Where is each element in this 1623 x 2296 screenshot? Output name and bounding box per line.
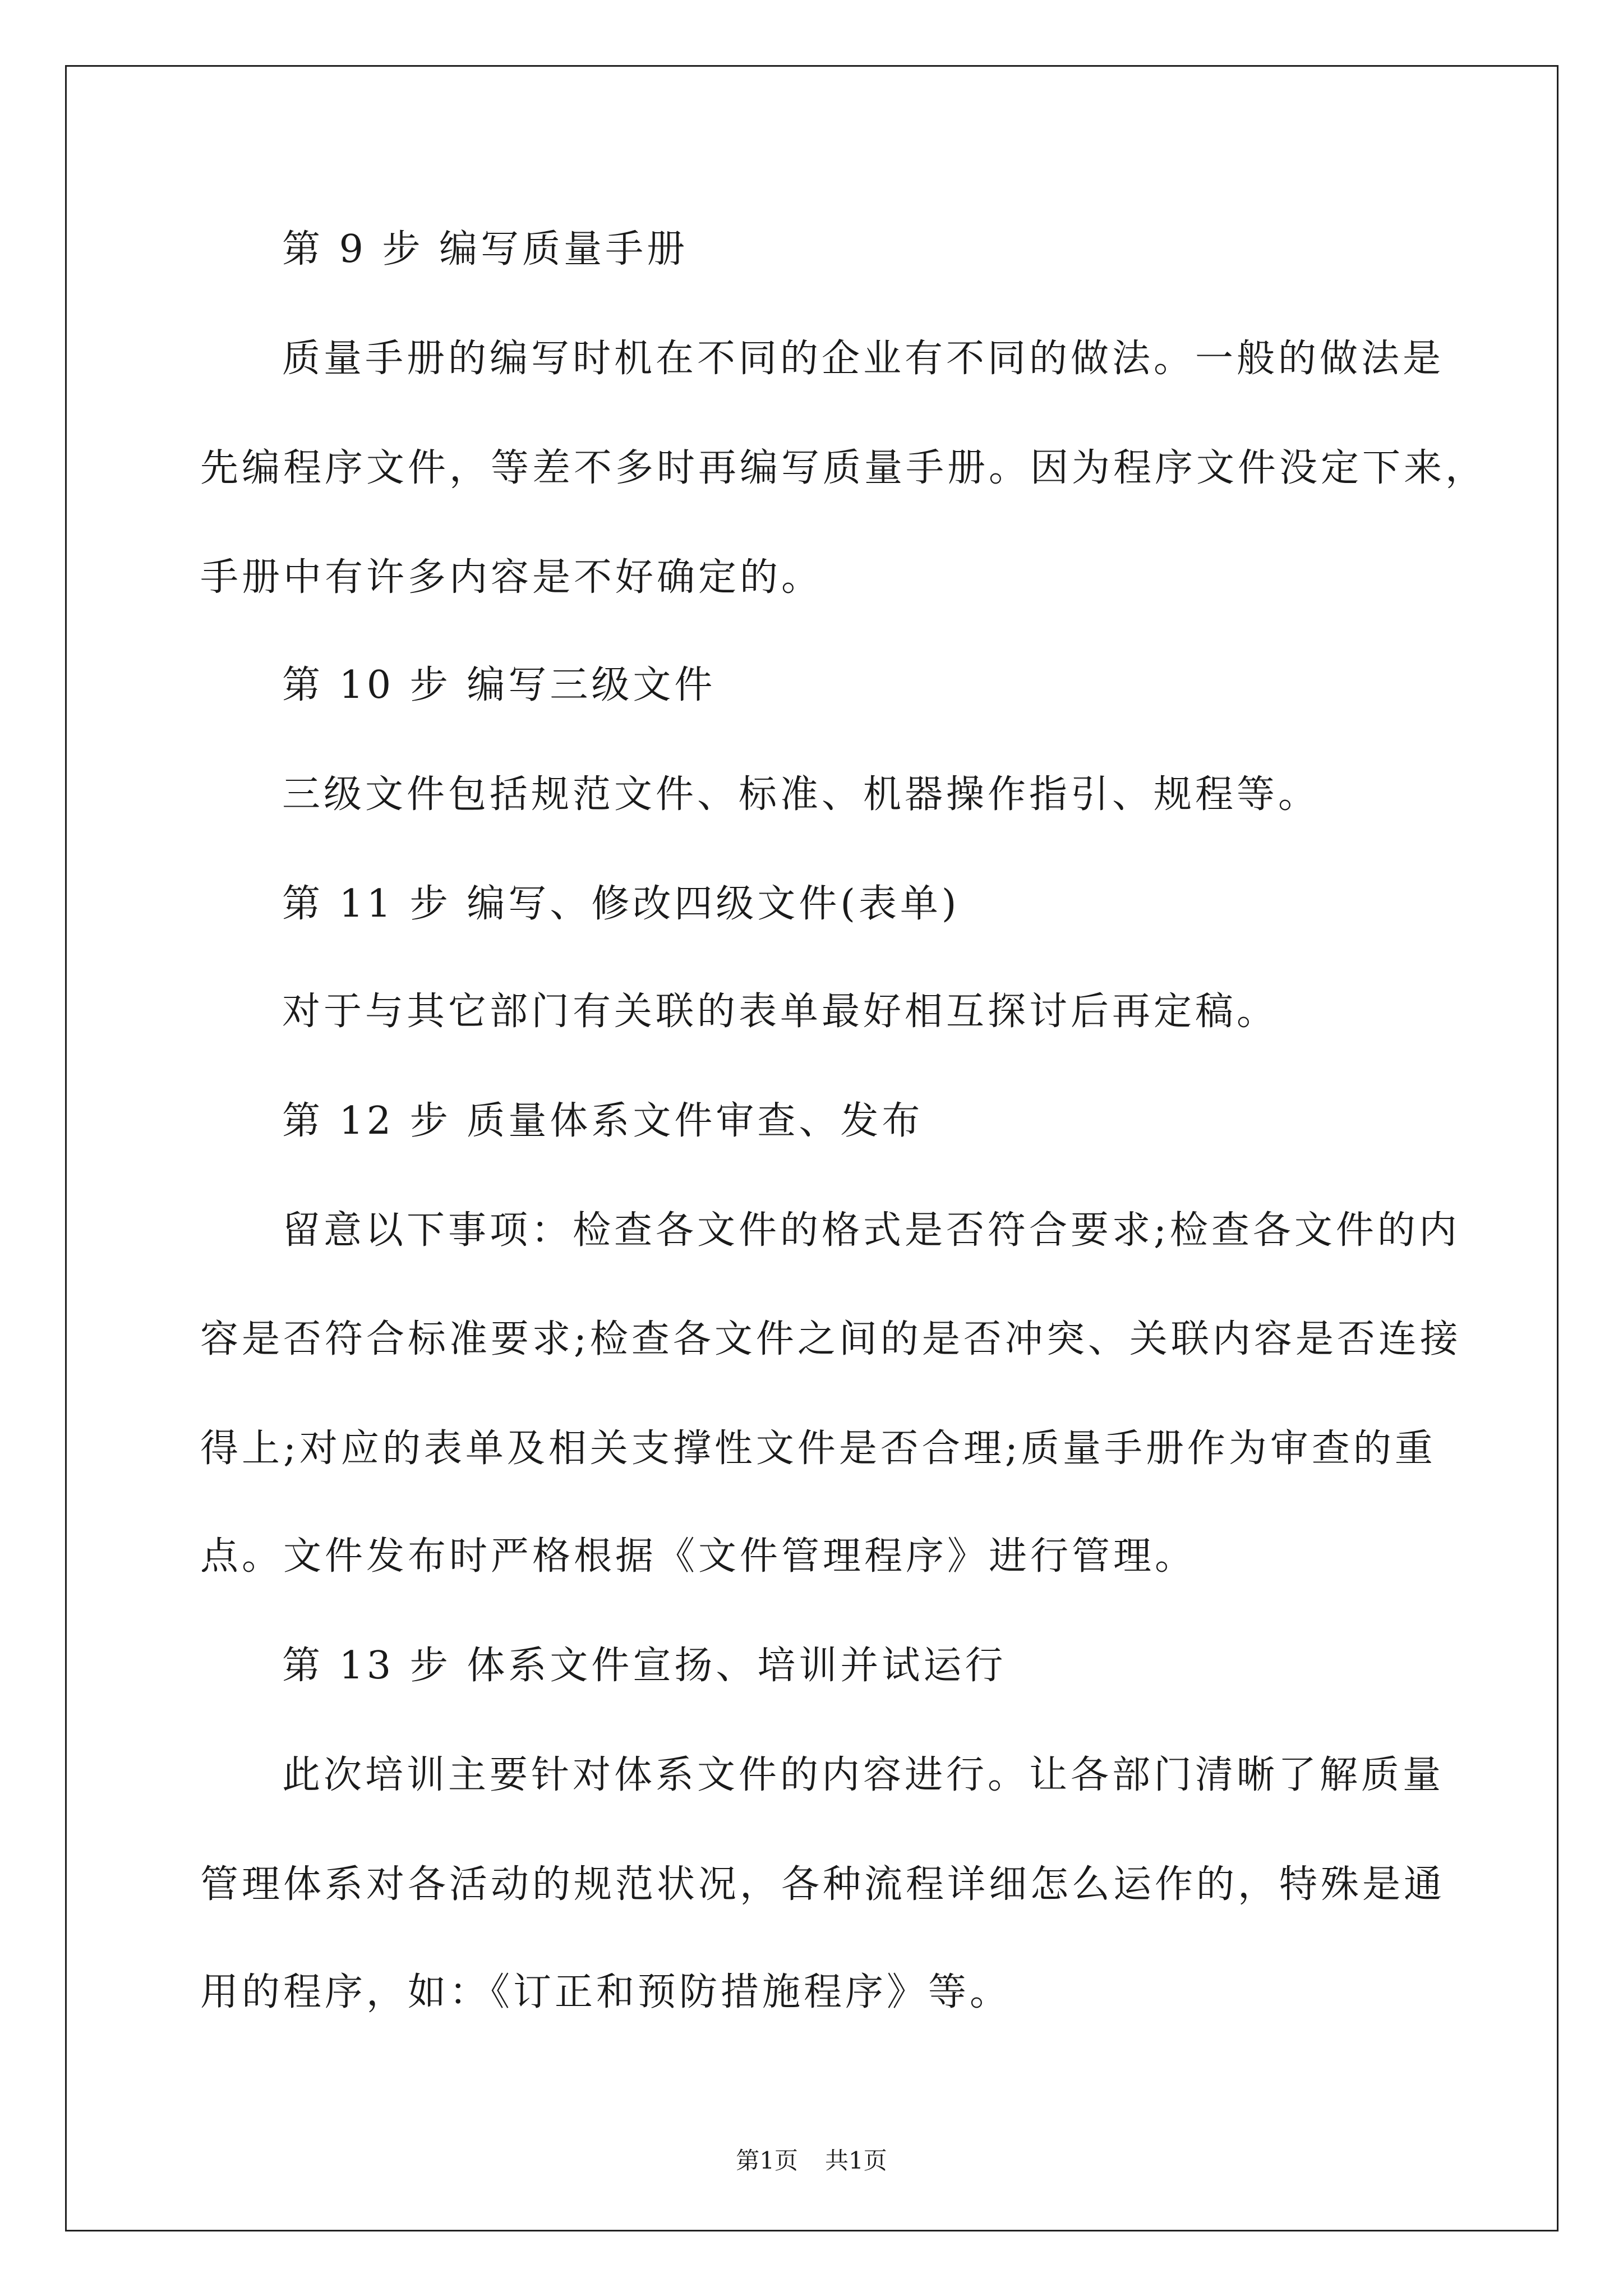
paragraph-line: 得上;对应的表单及相关支撑性文件是否合理;质量手册作为审查的重: [200, 1427, 1436, 1471]
page-number-total: 共1页: [825, 2147, 887, 2174]
step-9-heading: 第 9 步 编写质量手册: [282, 227, 689, 272]
step-13-heading: 第 13 步 体系文件宣扬、培训并试运行: [282, 1644, 1007, 1688]
paragraph-line: 点。文件发布时严格根据《文件管理程序》进行管理。: [200, 1534, 1197, 1579]
step-12-heading: 第 12 步 质量体系文件审查、发布: [282, 1099, 924, 1143]
paragraph-line: 用的程序，如：《订正和预防措施程序》等。: [200, 1970, 1012, 2014]
step-10-heading: 第 10 步 编写三级文件: [282, 663, 716, 707]
paragraph-line: 对于与其它部门有关联的表单最好相互探讨后再定稿。: [282, 990, 1279, 1034]
paragraph-line: 先编程序文件，等差不多时再编写质量手册。因为程序文件没定下来，: [200, 446, 1487, 490]
paragraph-line: 容是否符合标准要求;检查各文件之间的是否冲突、关联内容是否连接: [200, 1317, 1461, 1361]
paragraph-line: 留意以下事项：检查各文件的格式是否符合要求;检查各文件的内: [282, 1208, 1460, 1253]
paragraph-line: 质量手册的编写时机在不同的企业有不同的做法。一般的做法是: [282, 337, 1445, 381]
page-footer: [0, 2144, 1623, 2178]
paragraph-line: 三级文件包括规范文件、标准、机器操作指引、规程等。: [282, 772, 1320, 817]
paragraph-line: 手册中有许多内容是不好确定的。: [200, 555, 823, 600]
step-11-heading: 第 11 步 编写、修改四级文件(表单): [282, 882, 960, 926]
paragraph-line: 管理体系对各活动的规范状况，各种流程详细怎么运作的，特殊是通: [200, 1862, 1446, 1907]
paragraph-line: 此次培训主要针对体系文件的内容进行。让各部门清晰了解质量: [282, 1753, 1445, 1797]
page-number-current: 第1页: [736, 2147, 798, 2174]
